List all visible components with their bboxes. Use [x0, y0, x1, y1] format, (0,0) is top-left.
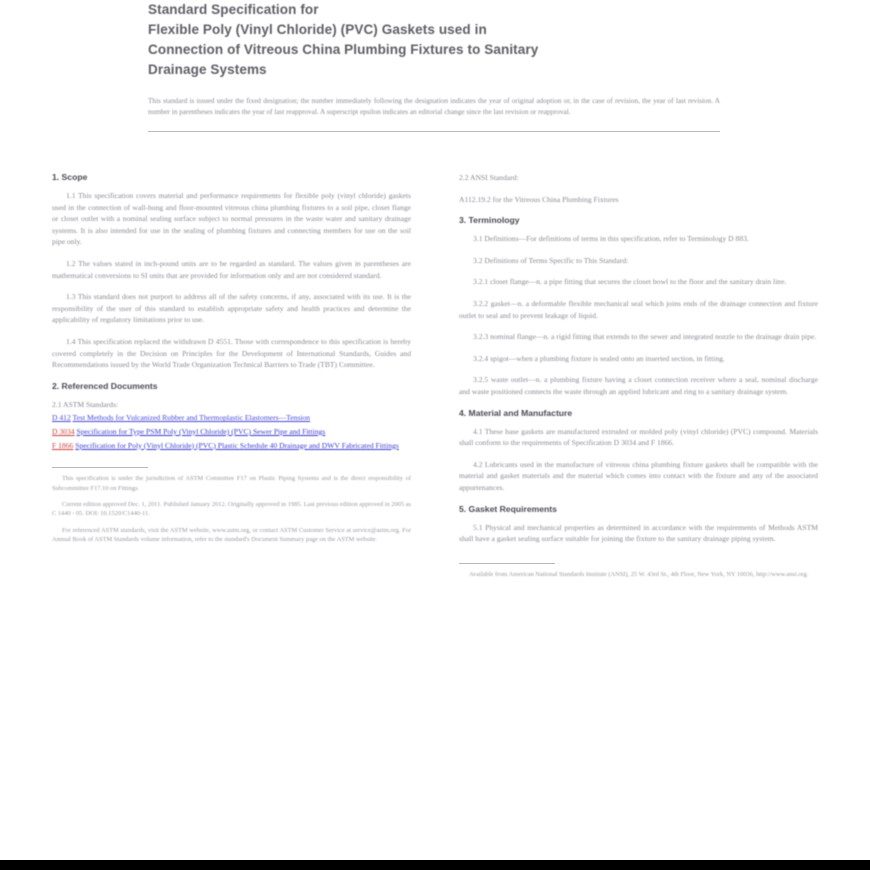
title-line-1: Standard Specification for: [148, 2, 319, 17]
section-heading-gasket-requirements: 5. Gasket Requirements: [459, 503, 557, 514]
footnote-divider: [52, 467, 148, 468]
title-line-2: Flexible Poly (Vinyl Chloride) (PVC) Gaskets used in: [148, 22, 487, 37]
reference-link-f1866-id[interactable]: F 1866: [52, 440, 74, 450]
section-heading-referenced-documents: 2. Referenced Documents: [52, 380, 158, 391]
designation-note: This standard is issued under the fixed designation; the number immediately following the designation indicates the year of original adoption or, in the case of revision, the year of last revision. A number in parentheses indicates the year of last reapproval. A superscript epsilon indicates an editorial change since the last revision or reapproval.: [148, 97, 720, 116]
reference-intro: 2.1 ASTM Standards:: [52, 399, 119, 409]
reference-item: [52, 412, 411, 424]
paragraph-3-2: 3.2 Definitions of Terms Specific to This Standard:: [473, 255, 629, 265]
title-line-4: Drainage Systems: [148, 62, 267, 77]
paragraph-1-1: 1.1 This specification covers material and performance requirements for flexible poly (vinyl chloride) gaskets used in the connection of wall-hung and floor-mounted vitreous china plumbing fixtures to a soil pipe, closet flange or closet outlet with a nominal sealing surface subject to normal pressures in the waste water and sanitary drainage systems. It is also intended for use in the sealing of plumbing fixtures and connecting members for use on the soil pipe only.: [52, 191, 411, 247]
paragraph-3-2-4: 3.2.4 spigot—when a plumbing fixture is sealed onto an inserted section, in fitting.: [473, 353, 725, 363]
ansi-standard-number: A112.19.2 for the Vitreous China Plumbing Fixtures: [459, 194, 619, 204]
paragraph-3-2-1: 3.2.1 closet flange—n. a pipe fitting that secures the closet bowl to the floor and the sanitary drain line.: [473, 277, 787, 287]
footnote-3: For referenced ASTM standards, visit the ASTM website, www.astm.org, or contact ASTM Customer Service at service@astm.org. For Annual Book of ASTM Standards volume information, refer to the standard's Document Summary page on the ASTM website.: [52, 526, 411, 544]
paragraph-1-4: 1.4 This specification replaced the withdrawn D 4551. Those with correspondence to this specification is hereby covered completely in the Decision on Principles for the Development of International Standards, Guides and Recommendations issued by the World Trade Organization Technical Barriers to Trade (TBT) Committee.: [52, 336, 411, 370]
header-divider: [148, 131, 720, 132]
reference-link-d412-id[interactable]: D 412: [52, 413, 71, 423]
reference-link-d3034-id[interactable]: D 3034: [52, 426, 75, 436]
two-column-body: [0, 172, 870, 579]
paragraph-3-1: 3.1 Definitions—For definitions of terms in this specification, refer to Terminology D 883.: [473, 234, 749, 244]
page-title: [148, 0, 720, 80]
section-heading-material-manufacture: 4. Material and Manufacture: [459, 407, 573, 418]
section-heading-terminology: 3. Terminology: [459, 215, 520, 226]
footnote-2: Current edition approved Dec. 1, 2011. Published January 2012. Originally approved in 1985. Last previous edition approved in 2005 as C 1440 - 05. DOI: 10.1520/C1440-11.: [52, 500, 411, 518]
reference-link-d412-text[interactable]: Test Methods for Vulcanized Rubber and Thermoplastic Elastomers—Tension: [72, 413, 311, 423]
reference-ansi-item: [459, 194, 818, 206]
reference-list: [52, 399, 411, 451]
paragraph-1-2: 1.2 The values stated in inch-pound units are to be regarded as standard. The values given in parentheses are mathematical conversions to SI units that are provided for information only and are not considered standard.: [52, 258, 411, 280]
paragraph-3-2-3: 3.2.3 nominal flange—n. a rigid fitting that extends to the sewer and integrated nozzle to the drainage drain pipe.: [473, 332, 817, 342]
paragraph-1-3: 1.3 This standard does not purport to address all of the safety concerns, if any, associated with its use. It is the responsibility of the user of this standard to establish appropriate safety and health practices and determine the applicability of regulatory limitations prior to use.: [52, 292, 411, 325]
bottom-black-band: [0, 860, 870, 870]
right-column: [459, 172, 818, 579]
reference-ansi-intro: 2.2 ANSI Standard:: [459, 173, 519, 182]
left-column: [52, 172, 411, 579]
reference-link-f1866-text[interactable]: Specification for Poly (Vinyl Chloride) (PVC) Plastic Schedule 40 Drainage and DWV Fabricated Fittings: [75, 440, 399, 450]
paragraph-3-2-5: 3.2.5 waste outlet—n. a plumbing fixture having a closet connection receiver where a seal, nominal discharge and waste positioned connects the waste through an applied lubricant and ring to a sanitary drainage system.: [459, 375, 818, 396]
footnote-1: This specification is under the jurisdiction of ASTM Committee F17 on Plastic Piping Systems and is the direct responsibility of Subcommittee F17.10 on Fittings.: [52, 475, 411, 492]
title-line-3: Connection of Vitreous China Plumbing Fixtures to Sanitary: [148, 42, 539, 57]
paragraph-4-2: 4.2 Lubricants used in the manufacture of vitreous china plumbing fixture gaskets shall be compatible with the material and gasket materials and the material which comes into contact with the fixture and any of the associated appurtenances.: [459, 459, 818, 492]
right-footnote-1: Available from American National Standards Institute (ANSI), 25 W. 43rd St., 4th Floor, New York, NY 10036, http://www.ansi.org.: [469, 570, 809, 578]
paragraph-3-2-2: 3.2.2 gasket—n. a deformable flexible mechanical seal which joins ends of the drainage connection and fixture outlet to seal and to prevent leakage of liquid.: [459, 298, 818, 320]
paragraph-4-1: 4.1 These base gaskets are manufactured extruded or molded poly (vinyl chloride) (PVC) compound. Materials shall conform to the requirements of Specification D 3034 and F 1866.: [459, 426, 818, 448]
reference-link-d3034-text[interactable]: Specification for Type PSM Poly (Vinyl Chloride) (PVC) Sewer Pipe and Fittings: [76, 426, 326, 436]
title-block: [0, 0, 870, 117]
paragraph-5-1: 5.1 Physical and mechanical properties as determined in accordance with the requirements of Methods ASTM shall have a gasket sealing surface suitable for joining the fixture to the sanitary drainage piping system.: [459, 522, 818, 544]
reference-item: [52, 426, 411, 438]
section-heading-scope: 1. Scope: [52, 172, 88, 182]
right-footnote-divider: [459, 563, 555, 564]
reference-item: [52, 440, 411, 452]
